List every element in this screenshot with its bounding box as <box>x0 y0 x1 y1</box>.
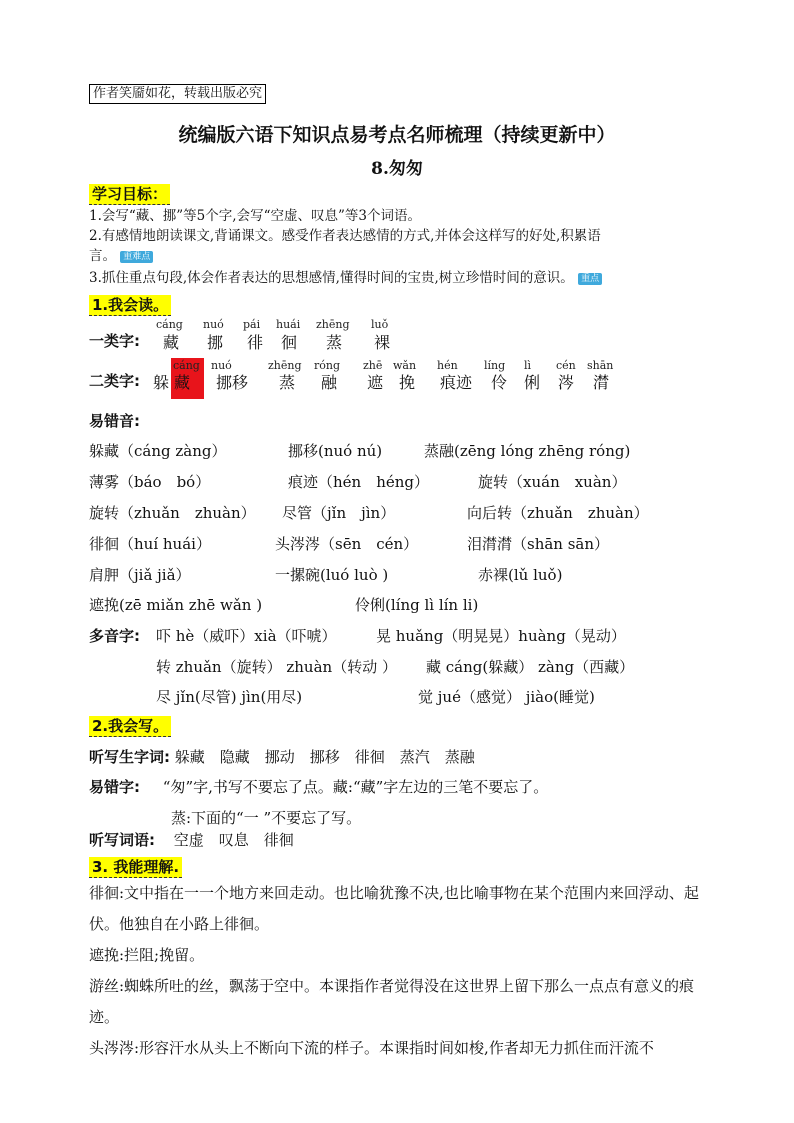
class1-py: cáng <box>156 318 183 331</box>
class2-char: 融 <box>321 373 338 392</box>
class2-py: hén <box>437 359 458 372</box>
polyphone-item: 尽 jǐn(尽管) jìn(用尽) <box>156 688 303 706</box>
class2-prefix: 躲 <box>153 373 170 392</box>
error-item: 旋转（zhuǎn zhuàn） <box>89 504 256 522</box>
errors-label: 易错音: <box>89 412 140 430</box>
class2-py: wǎn <box>393 359 417 372</box>
error-item: 遮挽(zē miǎn zhē wǎn ) <box>89 596 263 614</box>
class1-label: 一类字: <box>89 332 140 350</box>
class2-char: 涔 <box>558 373 575 392</box>
explanation-para: 游丝:蜘蛛所吐的丝，飘荡于空中。本课指作者觉得没在这世界上留下那么一点点有意义的痕迹。 <box>89 977 695 1026</box>
error-item: 一摞碗(luó luò ) <box>275 566 389 584</box>
error-chars-label: 易错字: <box>89 778 140 796</box>
error-item: 肩胛（jiǎ jiǎ） <box>89 566 191 584</box>
class1-char: 藏 <box>163 333 180 352</box>
goal-item-3: 3.抓住重点句段,体会作者表达的思想感情,懂得时间的宝贵,树立珍惜时间的意识。 重点 <box>89 268 602 288</box>
dictation-line <box>89 746 475 767</box>
class2-char: 藏 <box>174 373 191 392</box>
class2-char: 挽 <box>399 373 416 392</box>
class2-py: nuó <box>211 359 232 372</box>
error-item: 挪移(nuó nú) <box>288 442 383 460</box>
lesson-title: 8.匆匆 <box>371 159 423 179</box>
difficulty-tag: 重难点 <box>120 251 153 263</box>
error-item: 向后转（zhuǎn zhuàn） <box>467 504 649 522</box>
class1-py: huái <box>276 318 301 331</box>
class2-char: 俐 <box>524 373 541 392</box>
goals-heading: 学习目标： <box>89 183 170 204</box>
class2-py: cén <box>556 359 576 372</box>
class1-char: 徘 <box>247 333 264 352</box>
goal-item-1: 1.会写“藏、挪”等5个字,会写“空虚、叹息”等3个词语。 <box>89 208 421 224</box>
understand-heading: 3. 我能理解. <box>89 856 182 877</box>
explanation-para: 徘徊:文中指在一一个地方来回走动。也比喻犹豫不决,也比喻事物在某个范围内来回浮动、起伏。他独自在小路上徘徊。 <box>89 884 699 933</box>
explanation-para: 遮挽:拦阻;挽留。 <box>89 946 205 964</box>
class2-char: 蒸 <box>279 373 296 392</box>
polyphone-label: 多音字: <box>89 627 140 645</box>
error-chars-text: “匆”字,书写不要忘了点。藏:“藏”字左边的三笔不要忘了。 <box>162 778 549 796</box>
polyphone-item: 转 zhuǎn（旋转） zhuàn（转动 ） <box>156 658 397 676</box>
class1-char: 挪 <box>207 333 224 352</box>
error-item: 头涔涔（sēn cén） <box>275 535 419 553</box>
error-chars-text-2: 蒸:下面的“一 ”不要忘了写。 <box>171 809 362 827</box>
polyphone-item: 吓 hè（威吓）xià（吓唬） <box>156 627 337 645</box>
class1-py: zhēng <box>316 318 350 331</box>
error-item: 伶俐(líng lì lín li) <box>355 596 479 614</box>
class2-char: 遮 <box>367 373 384 392</box>
error-item: 薄雾（báo bó） <box>89 473 211 491</box>
class2-py: líng <box>484 359 506 372</box>
error-item: 蒸融(zēng lóng zhēng róng) <box>424 442 631 460</box>
class2-label: 二类字: <box>89 372 140 390</box>
polyphone-item: 藏 cáng(躲藏） zàng（西藏） <box>426 658 635 676</box>
polyphone-item: 觉 jué（感觉） jiào(睡觉) <box>418 688 595 706</box>
write-heading: 2.我会写。 <box>89 715 171 736</box>
class2-char: 伶 <box>491 373 508 392</box>
class1-py: nuó <box>203 318 224 331</box>
error-item: 泪潸潸（shān sān） <box>467 535 610 553</box>
class2-py: róng <box>314 359 341 372</box>
goal-item-2-cont: 言。 重难点 <box>89 246 153 266</box>
class1-char: 蒸 <box>326 333 343 352</box>
class1-char: 裸 <box>374 333 391 352</box>
class1-py: luǒ <box>371 318 389 331</box>
key-tag: 重点 <box>578 273 602 285</box>
error-item: 尽管（jǐn jìn） <box>282 504 396 522</box>
polyphone-item: 晃 huǎng（明晃晃）huàng（晃动） <box>376 627 626 645</box>
dictation-label: 听写生字词: <box>89 748 170 766</box>
words-line <box>89 829 294 850</box>
class2-char: 挪移 <box>216 373 249 392</box>
error-item: 徘徊（huí huái） <box>89 535 211 553</box>
class2-char: 痕迹 <box>440 373 473 392</box>
class2-py: cáng <box>173 359 200 372</box>
error-item: 躲藏（cáng zàng） <box>89 442 227 460</box>
class1-char: 徊 <box>281 333 298 352</box>
error-chars-line <box>89 776 548 797</box>
words-text: 空虚 叹息 徘徊 <box>173 831 294 849</box>
class2-py: zhē <box>363 359 383 372</box>
read-heading: 1.我会读。 <box>89 294 171 315</box>
error-item: 旋转（xuán xuàn） <box>478 473 627 491</box>
copyright-notice: 作者笑靥如花，转载出版必究 <box>89 84 266 104</box>
class2-py: lì <box>524 359 532 372</box>
class2-py: shān <box>587 359 614 372</box>
page-title: 统编版六语下知识点易考点名师梳理（持续更新中） <box>178 124 616 146</box>
goal-item-2: 2.有感情地朗读课文,背诵课文。感受作者表达感情的方式,并体会这样写的好处,积累语 <box>89 228 601 244</box>
class2-char: 潸 <box>593 373 610 392</box>
explanation-para: 头涔涔:形容汗水从头上不断向下流的样子。本课指时间如梭,作者却无力抓住而汗流不 <box>89 1039 654 1057</box>
error-item: 赤裸(lǔ luǒ) <box>478 566 563 584</box>
error-item: 痕迹（hén héng） <box>288 473 429 491</box>
class2-py: zhēng <box>268 359 302 372</box>
class1-py: pái <box>243 318 261 331</box>
dictation-words: 躲藏 隐藏 挪动 挪移 徘徊 蒸汽 蒸融 <box>174 748 475 766</box>
words-label: 听写词语: <box>89 831 155 849</box>
